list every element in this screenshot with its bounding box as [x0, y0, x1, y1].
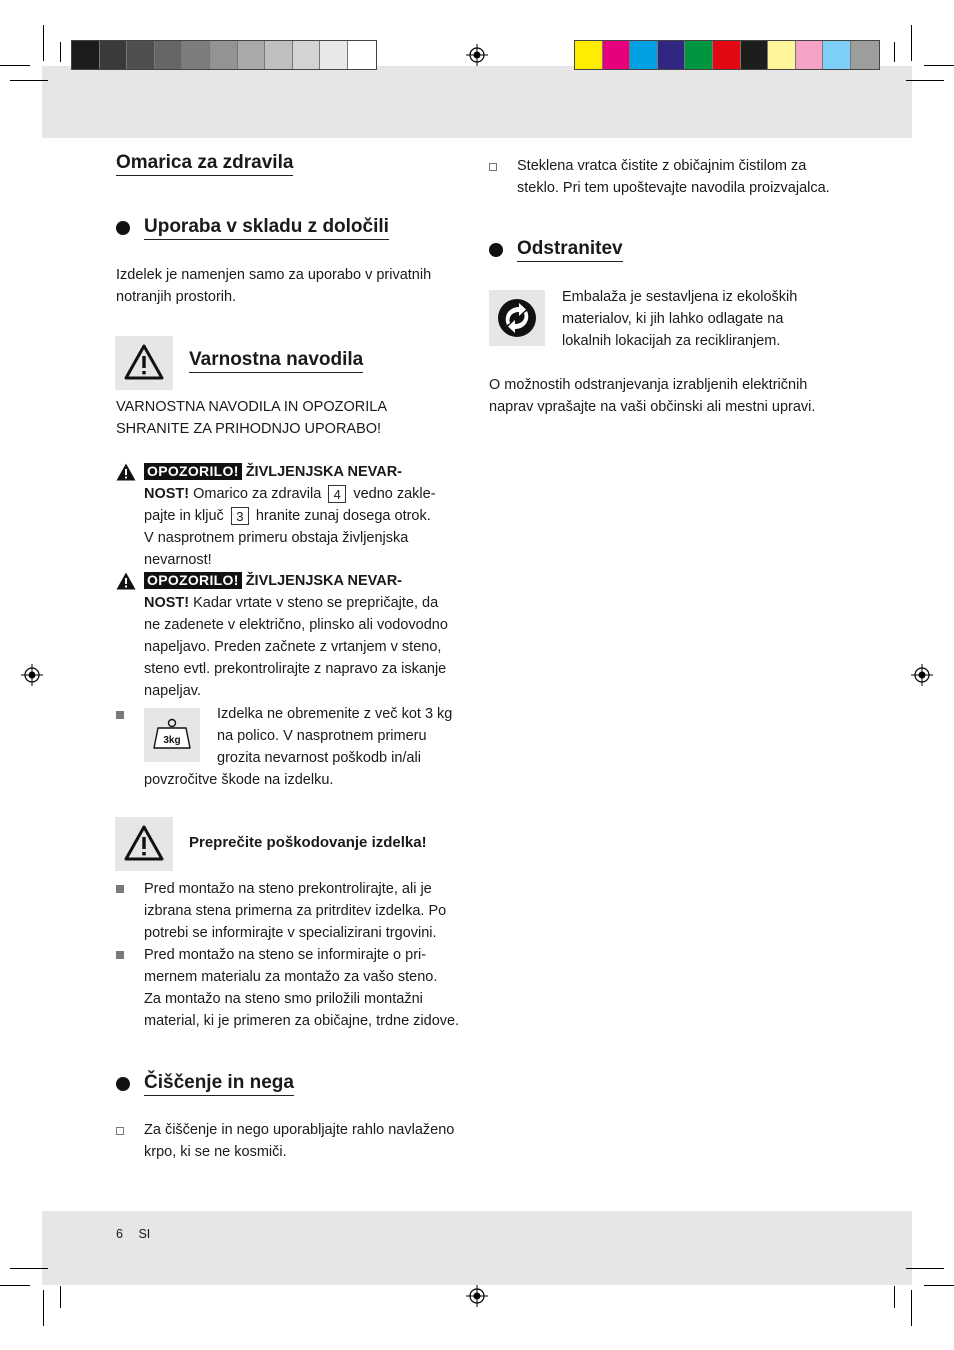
text-line: mernem materialu za montažo za vašo steno.	[144, 969, 438, 985]
text-line: ne zadenete v električno, plinsko ali vodovodno	[144, 617, 448, 633]
text-line: notranjih prostorih.	[116, 289, 237, 305]
color-swatch	[768, 41, 796, 69]
color-swatch	[685, 41, 713, 69]
text-line: lokalnih lokacijah za recikliranjem.	[562, 333, 781, 349]
crop-mark	[906, 80, 944, 81]
crop-mark	[894, 42, 895, 62]
text-line: povzročitve škode na izdelku.	[144, 772, 334, 788]
crop-mark	[894, 1286, 895, 1308]
language-code: SI	[138, 1227, 151, 1241]
packaging-paragraph	[562, 286, 797, 352]
warning-triangle-icon	[116, 463, 136, 481]
text-line: steno evtl. prekontrolirajte z napravo za iskanje	[144, 661, 447, 677]
color-swatch	[823, 41, 851, 69]
safety-warning-box	[115, 336, 173, 390]
text-line: steklo. Pri tem upoštevajte navodila proizvajalca.	[517, 180, 830, 196]
registration-mark-icon	[911, 664, 933, 686]
text-line: na polico. V nasprotnem primeru	[217, 728, 427, 744]
weight-paragraph-end	[144, 769, 333, 791]
use-paragraph	[116, 264, 431, 308]
color-swatch	[741, 41, 769, 69]
warning-triangle-icon	[124, 825, 164, 861]
warning-badge: OPOZORILO!	[144, 572, 242, 589]
warning-triangle-icon	[124, 344, 164, 380]
color-swatch	[603, 41, 631, 69]
registration-mark-icon	[466, 1285, 488, 1307]
color-swatch	[320, 41, 348, 69]
footer-band	[42, 1211, 912, 1285]
crop-mark	[60, 42, 61, 62]
color-swatch	[265, 41, 293, 69]
color-swatch	[658, 41, 686, 69]
process-color-bar	[574, 40, 880, 70]
color-swatch	[127, 41, 155, 69]
text-line: grozita nevarnost poškodb in/ali	[217, 750, 421, 766]
warning-heading: ŽIVLJENJSKA NEVAR-	[245, 464, 403, 480]
warning-heading: NOST!	[144, 595, 190, 611]
damage-warning-box	[115, 817, 173, 871]
crop-mark	[911, 1290, 912, 1326]
warning-life-danger-1: OPOZORILO! ŽIVLJENJSKA NEVAR- NOST! Omarico za zdravila 4 vedno zakle- pajte in ključ 3 hranite zunaj dosega otrok. V nasprotnem primeru obstaja življenjska nevarnost!	[144, 461, 436, 571]
weight-paragraph	[217, 703, 452, 769]
list-item	[144, 944, 459, 1032]
checkbox-bullet-icon	[489, 163, 497, 171]
page-number: 6	[116, 1227, 123, 1241]
color-swatch	[630, 41, 658, 69]
safety-keep-notice	[116, 396, 387, 440]
header-band	[42, 66, 912, 138]
text-line: Izdelek je namenjen samo za uporabo v privatnih	[116, 267, 432, 283]
registration-mark-icon	[466, 44, 488, 66]
section-heading-safety: Varnostna navodila	[189, 349, 363, 373]
crop-mark	[906, 1268, 944, 1269]
section-heading-care: Čiščenje in nega	[144, 1072, 294, 1096]
recycling-box	[489, 290, 545, 346]
text-line: Pred montažo na steno se informirajte o pri-	[144, 947, 427, 963]
color-swatch	[72, 41, 100, 69]
crop-mark	[60, 1286, 61, 1308]
part-number-tag: 3	[231, 507, 249, 525]
text-line: napeljavo. Preden začnete z vrtanjem v steno,	[144, 639, 442, 655]
weight-3kg-icon	[152, 718, 192, 752]
text-line: napeljav.	[144, 683, 201, 699]
device-disposal-paragraph	[489, 374, 815, 418]
crop-mark	[10, 80, 48, 81]
color-swatch	[210, 41, 238, 69]
text-line: naprav vprašajte na vaši občinski ali mestni upravi.	[489, 399, 816, 415]
text-line: potrebi se informirajte v specializirani trgovini.	[144, 925, 437, 941]
color-swatch	[238, 41, 266, 69]
svg-text:3kg: 3kg	[163, 735, 181, 746]
part-number-tag: 4	[328, 485, 346, 503]
crop-mark	[924, 1285, 954, 1286]
text-line: krpo, ki se ne kosmiči.	[144, 1144, 287, 1160]
color-swatch	[713, 41, 741, 69]
section-heading-disposal: Odstranitev	[517, 238, 623, 262]
page-footer	[116, 1227, 150, 1241]
product-title: Omarica za zdravila	[116, 152, 293, 176]
crop-mark	[43, 25, 44, 61]
color-swatch	[155, 41, 183, 69]
crop-mark	[0, 65, 30, 66]
warning-life-danger-2: OPOZORILO! ŽIVLJENJSKA NEVAR- NOST! Kadar vrtate v steno se prepričajte, da ne zadenete v električno, plinsko ali vodovodno napeljavo. Preden začnete z vrtanjem v steno, steno evtl. prekontrolirajte z napravo za iskanje napeljav.	[144, 570, 448, 702]
crop-mark	[0, 1285, 30, 1286]
warning-heading: ŽIVLJENJSKA NEVAR-	[245, 573, 403, 589]
glass-cleaning-paragraph	[517, 155, 830, 199]
section-bullet-icon	[116, 1077, 130, 1091]
text-line: SHRANITE ZA PRIHODNJO UPORABO!	[116, 421, 382, 437]
text-line: material, ki je primeren za običajne, trdne zidove.	[144, 1013, 460, 1029]
warning-badge: OPOZORILO!	[144, 463, 242, 480]
text-line: O možnostih odstranjevanja izrabljenih električnih	[489, 377, 808, 393]
text-line: Pred montažo na steno prekontrolirajte, ali je	[144, 881, 432, 897]
text-line: Steklena vratca čistite z običajnim čistilom za	[517, 158, 807, 174]
text-line: Embalaža je sestavljena iz ekoloških	[562, 289, 798, 305]
text-line: VARNOSTNA NAVODILA IN OPOZORILA	[116, 399, 387, 415]
text-line: Za montažo na steno smo priložili montažni	[144, 991, 423, 1007]
crop-mark	[10, 1268, 48, 1269]
section-heading-use: Uporaba v skladu z določili	[144, 216, 389, 240]
text-line: izbrana stena primerna za pritrditev izdelka. Po	[144, 903, 447, 919]
list-bullet-icon	[116, 951, 124, 959]
color-swatch	[293, 41, 321, 69]
list-item	[144, 878, 446, 944]
color-swatch	[575, 41, 603, 69]
recycling-green-dot-icon	[497, 298, 537, 338]
color-swatch	[851, 41, 879, 69]
text-line: V nasprotnem primeru obstaja življenjska	[144, 530, 409, 546]
warning-triangle-icon	[116, 572, 136, 590]
text-line: nevarnost!	[144, 552, 212, 568]
registration-mark-icon	[21, 664, 43, 686]
text-line: Za čiščenje in nego uporabljajte rahlo navlaženo	[144, 1122, 455, 1138]
crop-mark	[924, 65, 954, 66]
text-line: Izdelka ne obremenite z več kot 3 kg	[217, 706, 453, 722]
section-bullet-icon	[116, 221, 130, 235]
color-swatch	[182, 41, 210, 69]
list-bullet-icon	[116, 885, 124, 893]
grayscale-color-bar	[71, 40, 377, 70]
section-bullet-icon	[489, 243, 503, 257]
color-swatch	[100, 41, 128, 69]
list-bullet-icon	[116, 711, 124, 719]
crop-mark	[911, 25, 912, 61]
color-swatch	[796, 41, 824, 69]
color-swatch	[348, 41, 376, 69]
damage-heading: Preprečite poškodovanje izdelka!	[189, 834, 427, 851]
checkbox-bullet-icon	[116, 1127, 124, 1135]
warning-heading: NOST!	[144, 486, 190, 502]
weight-limit-box	[144, 708, 200, 762]
crop-mark	[43, 1290, 44, 1326]
care-paragraph	[144, 1119, 454, 1163]
text-line: materialov, ki jih lahko odlagate na	[562, 311, 784, 327]
